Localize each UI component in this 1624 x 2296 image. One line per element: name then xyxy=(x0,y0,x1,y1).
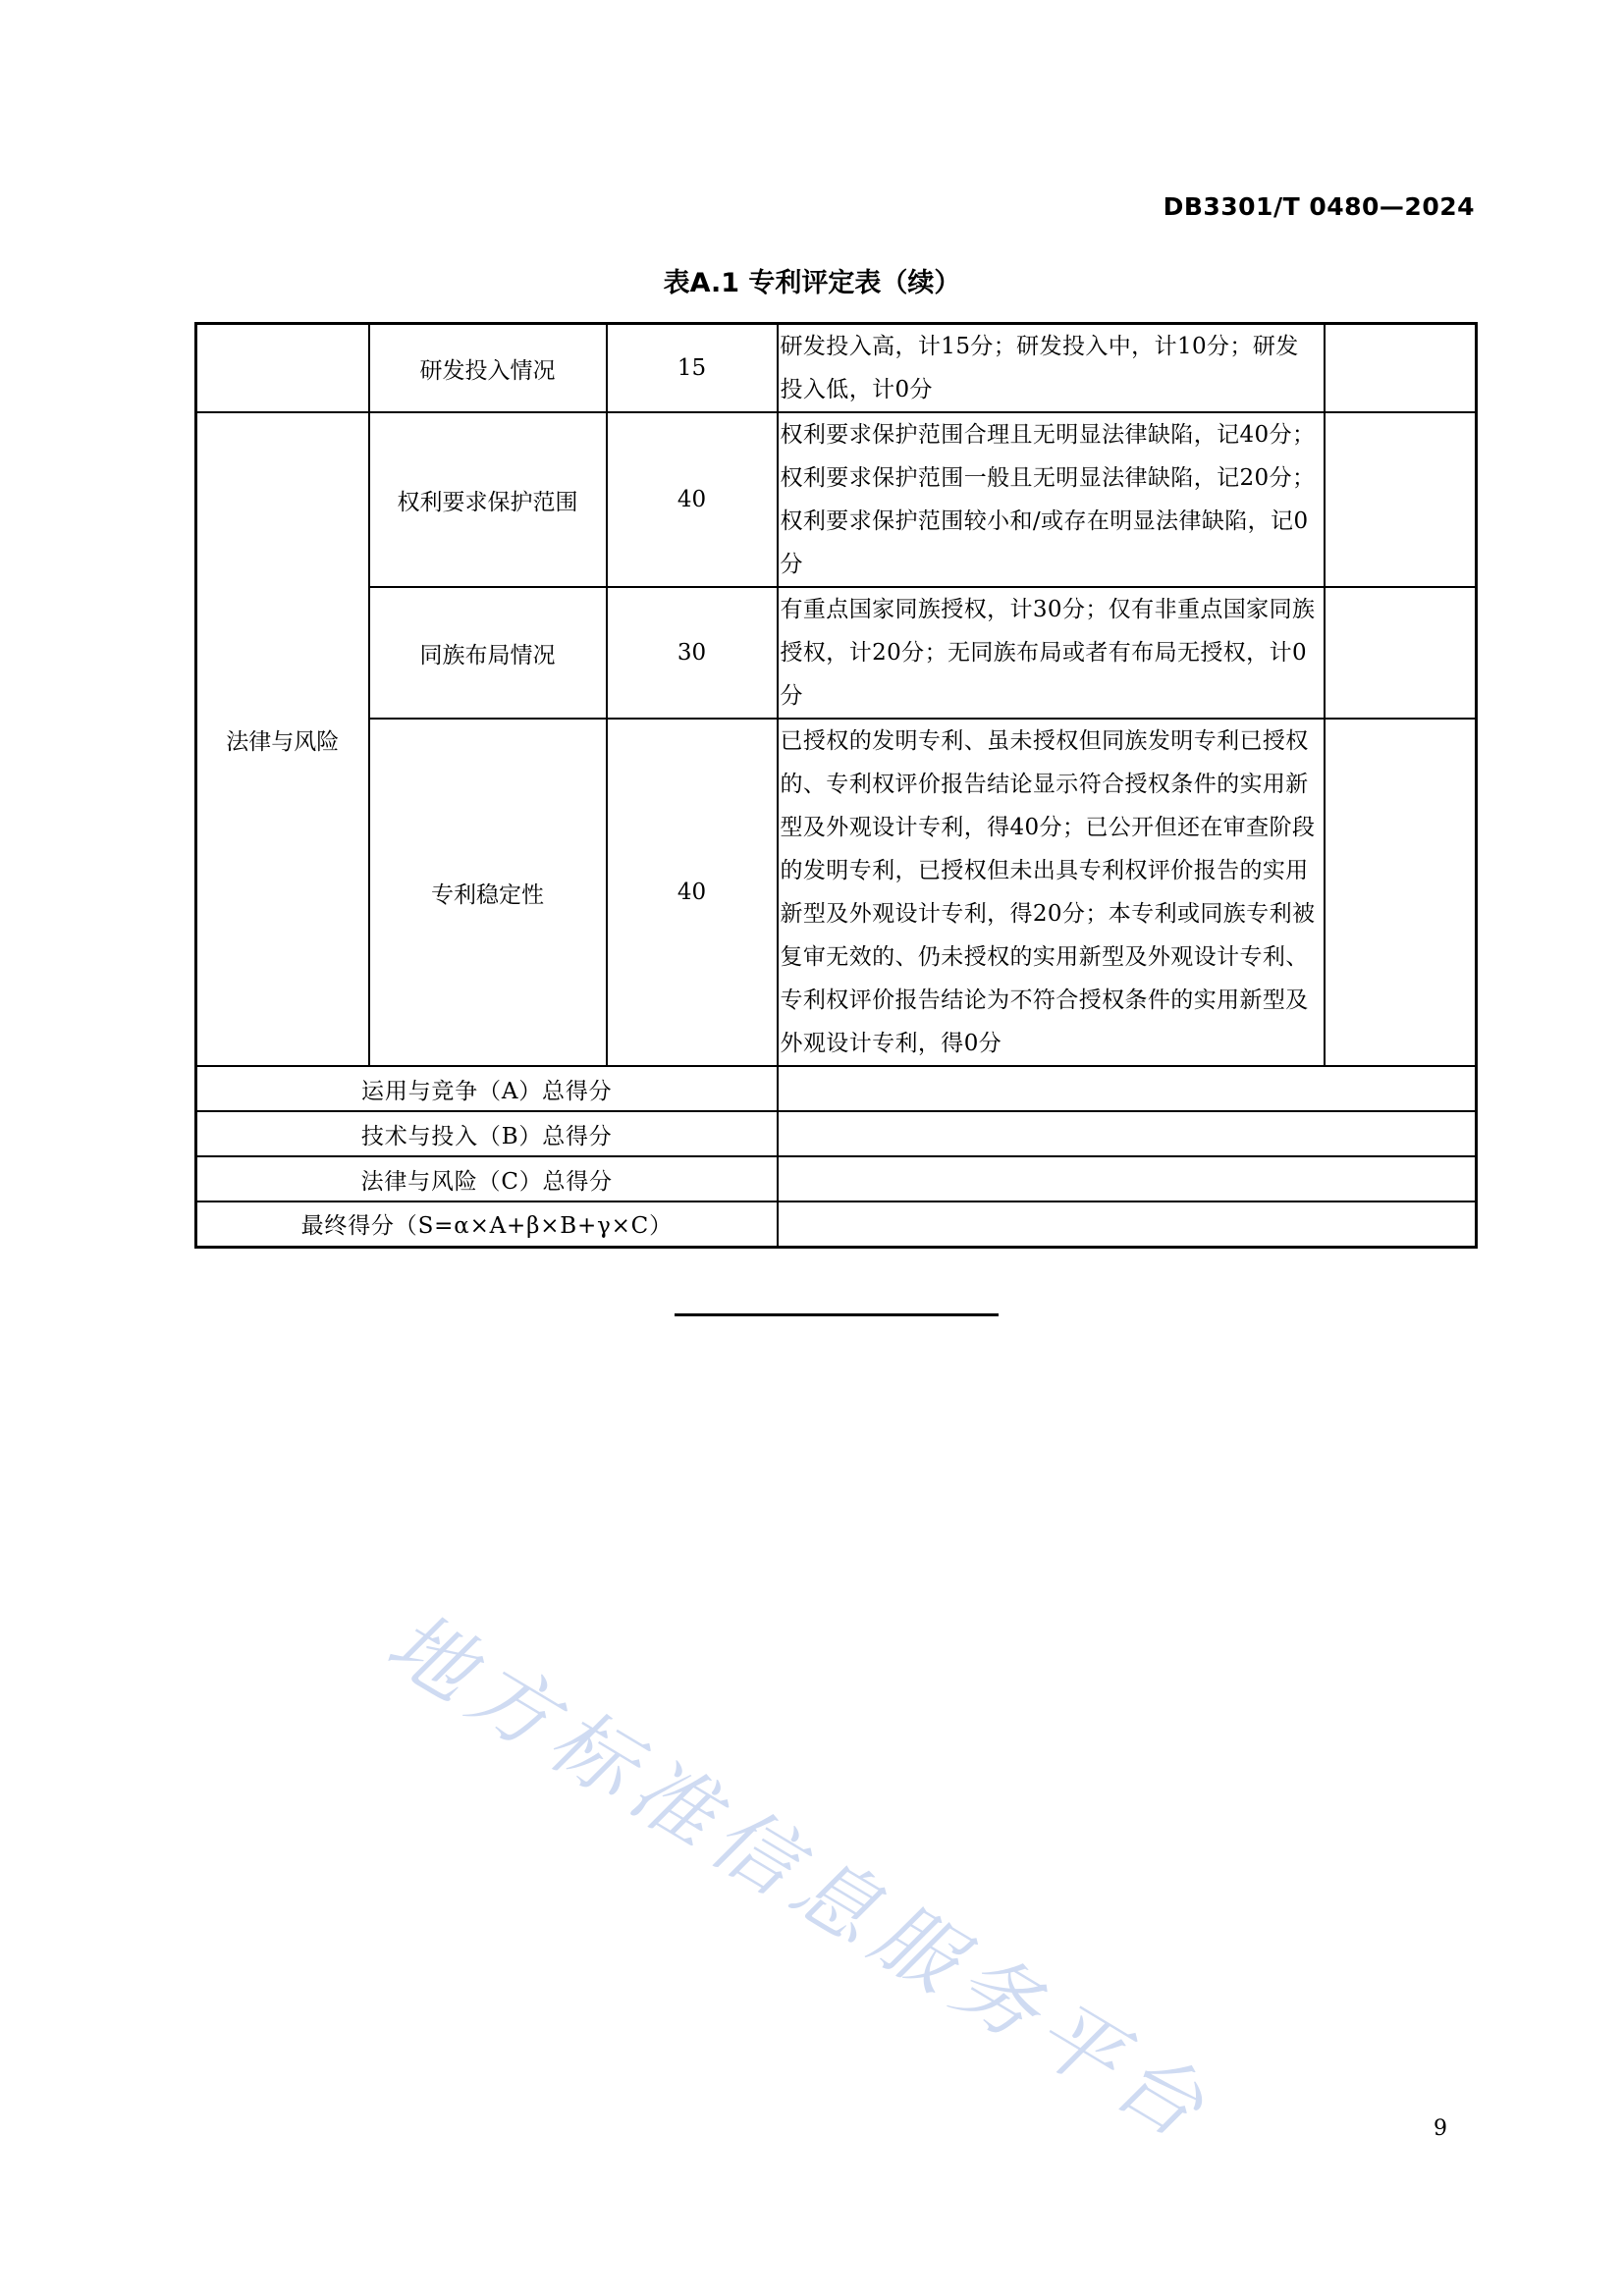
total-value-b xyxy=(778,1111,1477,1156)
total-row xyxy=(196,1201,1477,1247)
item-cell: 专利稳定性 xyxy=(369,719,607,1066)
document-code: DB3301/T 0480—2024 xyxy=(1163,192,1475,221)
total-value-c xyxy=(778,1156,1477,1201)
item-cell: 研发投入情况 xyxy=(369,324,607,413)
table-row xyxy=(196,412,1477,587)
table-row xyxy=(196,719,1477,1066)
total-value-a xyxy=(778,1066,1477,1111)
total-label-b: 技术与投入（B）总得分 xyxy=(196,1111,778,1156)
total-row xyxy=(196,1111,1477,1156)
score-cell: 30 xyxy=(607,587,778,719)
total-label-c: 法律与风险（C）总得分 xyxy=(196,1156,778,1201)
criteria-cell: 已授权的发明专利、虽未授权但同族发明专利已授权的、专利权评价报告结论显示符合授权条件的实用新型及外观设计专利，得40分；已公开但还在审查阶段的发明专利，已授权但未出具专利权评价报告的实用新型及外观设计专利，得20分；本专利或同族专利被复审无效的、仍未授权的实用新型及外观设计专利、专利权评价报告结论为不符合授权条件的实用新型及外观设计专利，得0分 xyxy=(778,719,1325,1066)
category-cell-empty xyxy=(196,324,369,413)
result-cell xyxy=(1325,324,1477,413)
score-cell: 40 xyxy=(607,719,778,1066)
table-row xyxy=(196,324,1477,413)
patent-evaluation-table xyxy=(194,322,1478,1249)
table-row xyxy=(196,587,1477,719)
total-row xyxy=(196,1156,1477,1201)
score-cell: 40 xyxy=(607,412,778,587)
item-cell: 权利要求保护范围 xyxy=(369,412,607,587)
criteria-cell: 研发投入高，计15分；研发投入中，计10分；研发投入低，计0分 xyxy=(778,324,1325,413)
criteria-cell: 权利要求保护范围合理且无明显法律缺陷，记40分；权利要求保护范围一般且无明显法律缺陷，记20分；权利要求保护范围较小和/或存在明显法律缺陷，记0分 xyxy=(778,412,1325,587)
category-cell: 法律与风险 xyxy=(196,412,369,1066)
total-row xyxy=(196,1066,1477,1111)
final-score-value xyxy=(778,1201,1477,1247)
result-cell xyxy=(1325,587,1477,719)
criteria-cell: 有重点国家同族授权，计30分；仅有非重点国家同族授权，计20分；无同族布局或者有布局无授权，计0分 xyxy=(778,587,1325,719)
item-cell: 同族布局情况 xyxy=(369,587,607,719)
page-number: 9 xyxy=(1434,2116,1447,2141)
score-cell: 15 xyxy=(607,324,778,413)
result-cell xyxy=(1325,719,1477,1066)
watermark: 地方标准信息服务平台 xyxy=(371,1593,1229,2162)
final-score-label: 最终得分（S=α×A+β×B+γ×C） xyxy=(196,1201,778,1247)
end-separator-line xyxy=(675,1313,999,1316)
table-title: 表A.1 专利评定表（续） xyxy=(663,268,961,298)
total-label-a: 运用与竞争（A）总得分 xyxy=(196,1066,778,1111)
result-cell xyxy=(1325,412,1477,587)
